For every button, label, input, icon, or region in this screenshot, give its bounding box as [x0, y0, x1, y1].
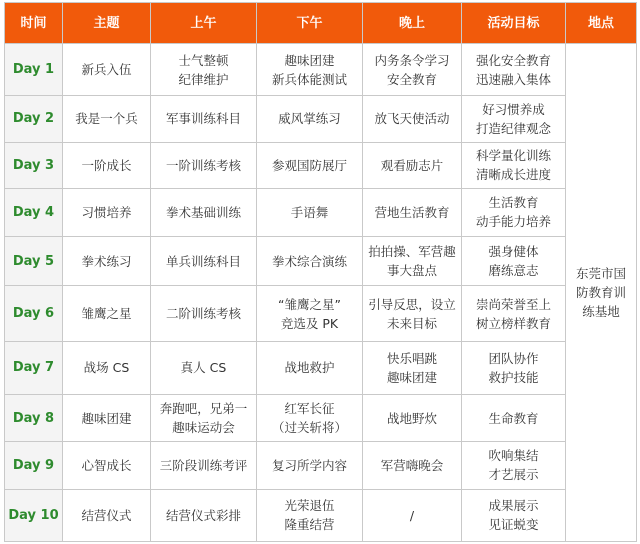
afternoon-cell [257, 188, 363, 236]
cell-line: 趣味团建 [284, 52, 335, 68]
cell-line: 成果展示 [488, 498, 539, 514]
header-goal: 活动目标 [462, 3, 566, 44]
morning-cell [151, 341, 257, 394]
goal-cell [462, 96, 566, 142]
theme-cell [63, 395, 151, 442]
evening-cell [363, 237, 462, 286]
theme-cell [63, 489, 151, 541]
schedule-row [5, 489, 637, 541]
cell-line: 团队协作 [488, 350, 539, 366]
goal-cell [462, 142, 566, 188]
afternoon-cell [257, 96, 363, 142]
morning-cell [151, 489, 257, 541]
afternoon-cell [257, 341, 363, 394]
cell-line: 复习所学内容 [271, 457, 347, 473]
header-afternoon: 下午 [257, 3, 363, 44]
schedule-row [5, 188, 637, 236]
cell-line: 打造纪律观念 [475, 120, 551, 136]
schedule-row [5, 442, 637, 489]
goal-cell [462, 395, 566, 442]
cell-line: 战场 CS [83, 360, 130, 376]
cell-line: 救护技能 [488, 369, 539, 385]
header-location: 地点 [566, 3, 637, 44]
theme-cell [63, 286, 151, 341]
evening-cell [363, 188, 462, 236]
cell-line: 趣味运动会 [172, 420, 235, 436]
cell-line: 拳术综合演练 [271, 253, 347, 269]
afternoon-cell [257, 286, 363, 341]
cell-line: 引导反思，设立 [368, 296, 456, 312]
morning-cell [151, 237, 257, 286]
day-cell: Day 2 [5, 96, 63, 142]
cell-line: 迅速融入集体 [475, 71, 551, 87]
cell-line: “雏鹰之星” [278, 296, 341, 312]
goal-cell [462, 237, 566, 286]
afternoon-cell [257, 142, 363, 188]
goal-cell [462, 44, 566, 96]
schedule-row [5, 395, 637, 442]
cell-line: 内务条令学习 [374, 52, 450, 68]
cell-line: 军事训练科目 [165, 111, 241, 127]
cell-line: 生命教育 [488, 410, 539, 426]
morning-cell [151, 395, 257, 442]
morning-cell [151, 188, 257, 236]
cell-line: 快乐唱跳 [386, 350, 437, 366]
cell-line: 放飞天使活动 [374, 111, 450, 127]
goal-cell [462, 442, 566, 489]
morning-cell [151, 142, 257, 188]
cell-line: 单兵训练科目 [165, 253, 241, 269]
day-cell: Day 3 [5, 142, 63, 188]
goal-cell [462, 341, 566, 394]
cell-line: 光荣退伍 [284, 498, 335, 514]
cell-line: 好习惯养成 [482, 101, 545, 117]
header-row [5, 3, 637, 44]
cell-line: 新兵入伍 [81, 62, 132, 78]
header-time: 时间 [5, 3, 63, 44]
cell-line: 结营仪式彩排 [165, 507, 241, 523]
schedule-row [5, 286, 637, 341]
cell-line: 竞选及 PK [280, 315, 339, 331]
cell-line: 崇尚荣誉至上 [475, 296, 551, 312]
cell-line: 拳术练习 [81, 253, 132, 269]
day-cell: Day 7 [5, 341, 63, 394]
cell-line: 拍拍操、军营趣 [368, 244, 456, 260]
cell-line: 战地救护 [284, 360, 335, 376]
cell-line: 吹响集结 [488, 448, 539, 464]
afternoon-cell [257, 395, 363, 442]
cell-line: （过关斩将） [271, 420, 347, 436]
cell-line: 习惯培养 [81, 204, 132, 220]
cell-line: 新兵体能测试 [271, 71, 347, 87]
cell-line: / [409, 507, 415, 523]
schedule-row [5, 96, 637, 142]
cell-line: 士气整顿 [178, 52, 229, 68]
location-line: 东莞市国 [575, 266, 626, 281]
cell-line: 一阶训练考核 [165, 157, 241, 173]
theme-cell [63, 44, 151, 96]
day-cell: Day 10 [5, 489, 63, 541]
schedule-row [5, 44, 637, 96]
schedule-row [5, 341, 637, 394]
morning-cell [151, 442, 257, 489]
cell-line: 强化安全教育 [475, 52, 551, 68]
day-cell: Day 9 [5, 442, 63, 489]
theme-cell [63, 188, 151, 236]
evening-cell [363, 395, 462, 442]
cell-line: 事大盘点 [386, 263, 437, 279]
cell-line: 见证蜕变 [488, 517, 539, 533]
cell-line: 结营仪式 [81, 507, 132, 523]
cell-line: 清晰成长进度 [475, 167, 551, 183]
header-evening: 晚上 [363, 3, 462, 44]
evening-cell [363, 142, 462, 188]
day-cell: Day 1 [5, 44, 63, 96]
cell-line: 动手能力培养 [475, 214, 551, 230]
cell-line: 观看励志片 [380, 157, 444, 173]
evening-cell [363, 341, 462, 394]
cell-line: 安全教育 [386, 71, 437, 87]
afternoon-cell [257, 237, 363, 286]
evening-cell [363, 96, 462, 142]
cell-line: 一阶成长 [81, 157, 132, 173]
goal-cell [462, 188, 566, 236]
cell-line: 树立榜样教育 [475, 315, 551, 331]
cell-line: 奔跑吧，兄弟一 [159, 401, 248, 417]
theme-cell [63, 96, 151, 142]
cell-line: 才艺展示 [488, 467, 539, 483]
schedule-table [4, 2, 637, 542]
morning-cell [151, 286, 257, 341]
evening-cell [363, 489, 462, 541]
schedule-row [5, 237, 637, 286]
location-line: 防教育训 [575, 285, 626, 300]
cell-line: 营地生活教育 [374, 204, 450, 220]
cell-line: 科学量化训练 [475, 148, 551, 164]
location-line: 练基地 [582, 304, 620, 319]
cell-line: 手语舞 [290, 204, 329, 220]
cell-line: 强身健体 [488, 244, 539, 260]
afternoon-cell [257, 489, 363, 541]
location-cell [566, 44, 637, 542]
afternoon-cell [257, 44, 363, 96]
cell-line: 我是一个兵 [75, 111, 138, 127]
afternoon-cell [257, 442, 363, 489]
goal-cell [462, 286, 566, 341]
cell-line: 威风掌练习 [278, 111, 341, 127]
day-cell: Day 5 [5, 237, 63, 286]
day-cell: Day 4 [5, 188, 63, 236]
morning-cell [151, 44, 257, 96]
day-cell: Day 8 [5, 395, 63, 442]
day-cell: Day 6 [5, 286, 63, 341]
cell-line: 红军长征 [284, 401, 335, 417]
morning-cell [151, 96, 257, 142]
cell-line: 三阶段训练考评 [159, 457, 248, 473]
cell-line: 纪律维护 [178, 71, 229, 87]
theme-cell [63, 442, 151, 489]
cell-line: 二阶训练考核 [165, 306, 241, 322]
schedule-row [5, 142, 637, 188]
evening-cell [363, 442, 462, 489]
header-morning: 上午 [151, 3, 257, 44]
cell-line: 磨练意志 [488, 263, 539, 279]
cell-line: 未来目标 [386, 315, 437, 331]
evening-cell [363, 44, 462, 96]
evening-cell [363, 286, 462, 341]
cell-line: 雏鹰之星 [81, 306, 132, 322]
cell-line: 趣味团建 [81, 410, 132, 426]
theme-cell [63, 237, 151, 286]
schedule-body [5, 44, 637, 542]
cell-line: 真人 CS [180, 360, 227, 376]
theme-cell [63, 341, 151, 394]
cell-line: 生活教育 [488, 195, 539, 211]
theme-cell [63, 142, 151, 188]
cell-line: 趣味团建 [386, 369, 437, 385]
cell-line: 参观国防展厅 [271, 157, 347, 173]
goal-cell [462, 489, 566, 541]
cell-line: 隆重结营 [284, 517, 335, 533]
cell-line: 军营嗨晚会 [380, 457, 444, 473]
cell-line: 心智成长 [81, 457, 132, 473]
cell-line: 拳术基础训练 [165, 204, 241, 220]
cell-line: 战地野炊 [386, 410, 437, 426]
header-theme: 主题 [63, 3, 151, 44]
